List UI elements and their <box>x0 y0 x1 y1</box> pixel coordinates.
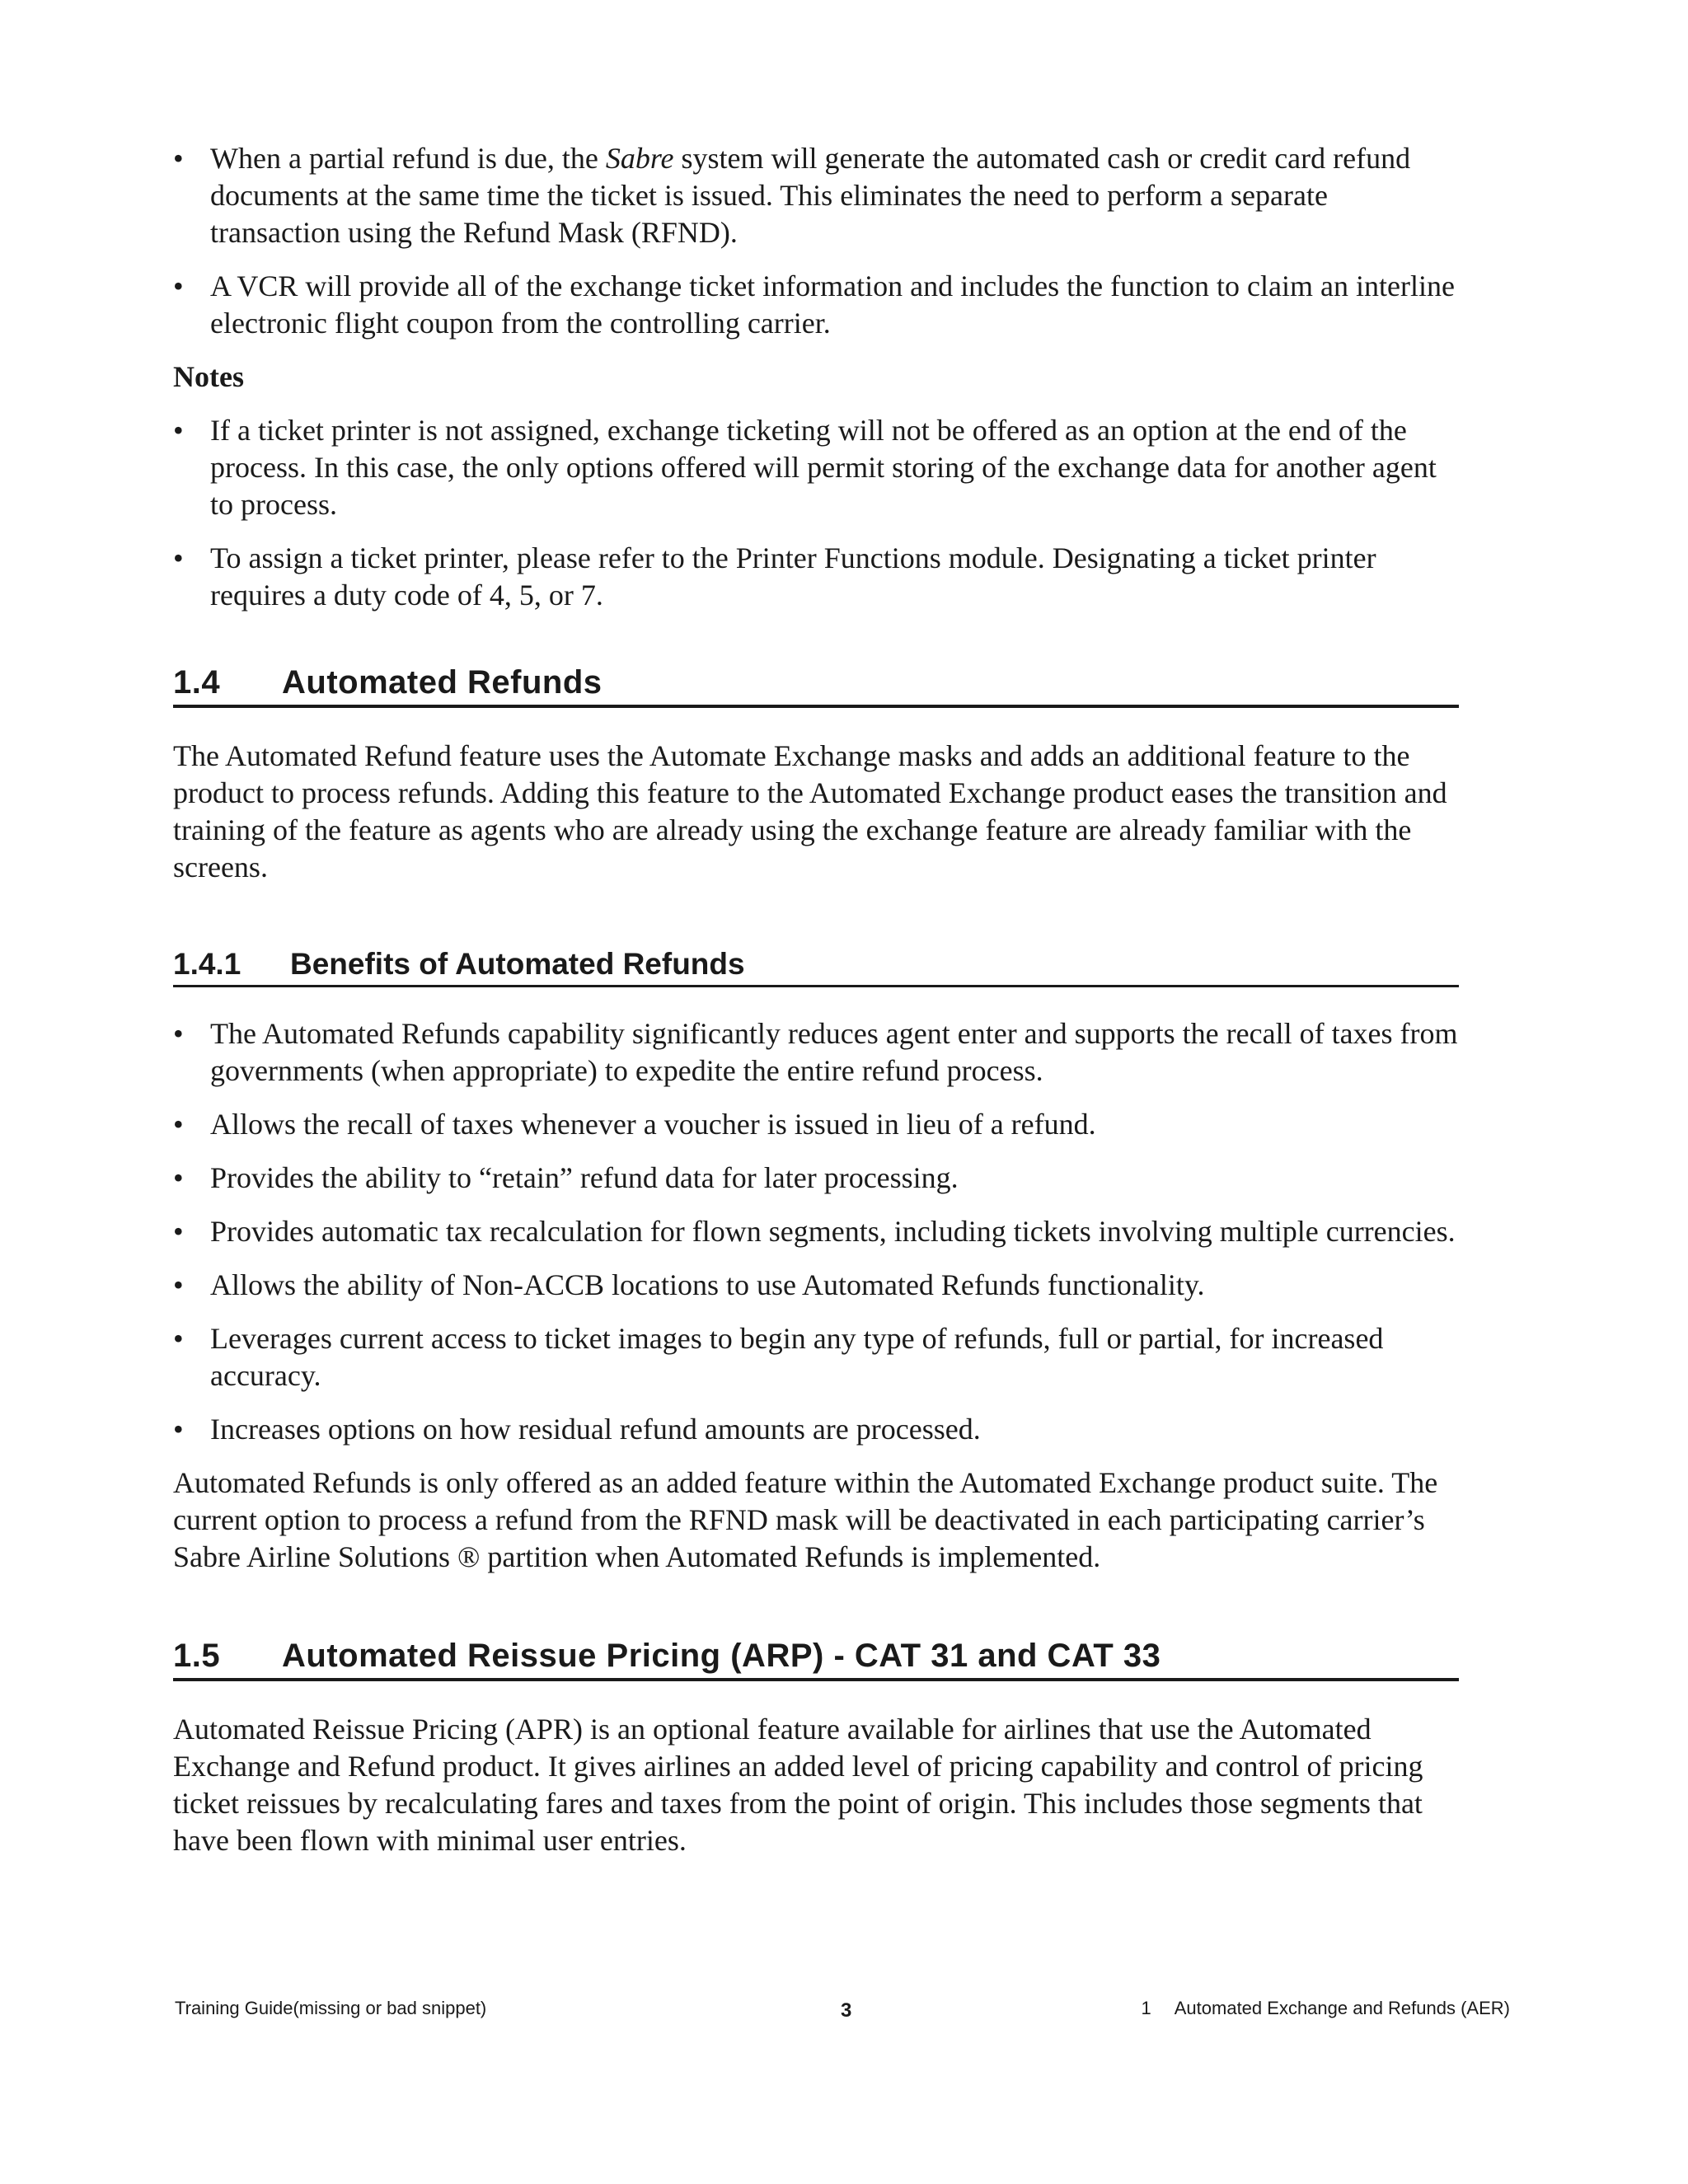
bullet-text: A VCR will provide all of the exchange ticket information and includes the function to claim an interline electronic flight coupon from the controlling carrier. <box>210 269 1455 340</box>
bullet-glyph: • <box>173 142 184 175</box>
list-item <box>173 412 1459 523</box>
section-heading-1-5 <box>173 1635 1459 1681</box>
bullet-glyph: • <box>173 1108 184 1141</box>
footer-chapter-title: Automated Exchange and Refunds (AER) <box>1174 1998 1510 2018</box>
list-item <box>173 268 1459 342</box>
list-item <box>173 1160 1459 1197</box>
list-item <box>173 540 1459 614</box>
bullet-glyph: • <box>173 1268 184 1301</box>
bullet-text: Leverages current access to ticket images to begin any type of refunds, full or partial, for increased accuracy. <box>210 1322 1384 1392</box>
bullet-text: When a partial refund is due, the <box>210 142 606 175</box>
bullet-text: Allows the recall of taxes whenever a voucher is issued in lieu of a refund. <box>210 1108 1096 1141</box>
notes-label: Notes <box>173 360 244 393</box>
bullet-text: To assign a ticket printer, please refer to the Printer Functions module. Designating a ticket printer requires a duty code of 4, 5, or 7. <box>210 541 1376 612</box>
bullet-text: If a ticket printer is not assigned, exchange ticketing will not be offered as an option at the end of the process. In this case, the only options offered will permit storing of the exchange data for another agent to process. <box>210 414 1437 521</box>
bullet-glyph: • <box>173 541 184 574</box>
bullet-text: The Automated Refunds capability significantly reduces agent enter and supports the recall of taxes from governments (when appropriate) to expedite the entire refund process. <box>210 1017 1458 1087</box>
footer-chapter <box>1142 1998 1511 2019</box>
bullet-text: Provides the ability to “retain” refund data for later processing. <box>210 1161 959 1194</box>
section-title: Automated Reissue Pricing (ARP) - CAT 31 and CAT 33 <box>282 1638 1161 1674</box>
list-item <box>173 1320 1459 1394</box>
bullet-glyph: • <box>173 1215 184 1248</box>
bullet-glyph: • <box>173 269 184 302</box>
section-title: Benefits of Automated Refunds <box>290 947 745 981</box>
benefits-bullet-list <box>173 1015 1459 1448</box>
bullet-glyph: • <box>173 1413 184 1446</box>
bullet-text: Allows the ability of Non-ACCB locations to use Automated Refunds functionality. <box>210 1268 1205 1301</box>
section-paragraph: The Automated Refund feature uses the Automate Exchange masks and adds an additional feature to the product to process refunds. Adding this feature to the Automated Exchange product eases the transition and training of the feature as agents who are already using the exchange feature are already familiar with the screens. <box>173 739 1447 883</box>
section-paragraph: Automated Refunds is only offered as an added feature within the Automated Exchange product suite. The current option to process a refund from the RFND mask will be deactivated in each participating carrier’s Sabre Airline Solutions ® partition when Automated Refunds is implemented. <box>173 1466 1438 1573</box>
page-footer <box>175 1998 1510 2022</box>
section-number: 1.5 <box>173 1638 221 1674</box>
section-number: 1.4.1 <box>173 947 241 981</box>
section-heading-1-4 <box>173 662 1459 708</box>
bullet-text: system will generate the automated cash or credit card refund documents at the same time the ticket is issued. This eliminates the need to perform a separate transaction using the Refund Mask (RFND). <box>210 142 1411 249</box>
section-number: 1.4 <box>173 664 221 701</box>
page-number: 3 <box>841 1999 852 2022</box>
section-title: Automated Refunds <box>282 664 603 701</box>
list-item <box>173 140 1459 251</box>
list-item <box>173 1213 1459 1250</box>
intro-bullet-list <box>173 140 1459 342</box>
section-heading-1-4-1 <box>173 945 1459 987</box>
bullet-glyph: • <box>173 1161 184 1194</box>
bullet-glyph: • <box>173 414 184 447</box>
list-item <box>173 1411 1459 1448</box>
bullet-text: Provides automatic tax recalculation for flown segments, including tickets involving multiple currencies. <box>210 1215 1456 1248</box>
brand-name-italic: Sabre <box>605 142 674 175</box>
list-item <box>173 1267 1459 1304</box>
footer-chapter-number: 1 <box>1141 1998 1151 2018</box>
section-paragraph: Automated Reissue Pricing (APR) is an optional feature available for airlines that use the Automated Exchange and Refund product. It gives airlines an added level of pricing capability and control of pricing ticket reissues by recalculating fares and taxes from the point of origin. This includes those segments that have been flown with minimal user entries. <box>173 1713 1423 1857</box>
notes-bullet-list <box>173 412 1459 614</box>
page-content <box>173 140 1459 1859</box>
bullet-text: Increases options on how residual refund amounts are processed. <box>210 1413 981 1446</box>
footer-guide-title: Training Guide(missing or bad snippet) <box>175 1998 487 2018</box>
list-item <box>173 1015 1459 1090</box>
bullet-glyph: • <box>173 1322 184 1355</box>
list-item <box>173 1106 1459 1143</box>
bullet-glyph: • <box>173 1017 184 1050</box>
